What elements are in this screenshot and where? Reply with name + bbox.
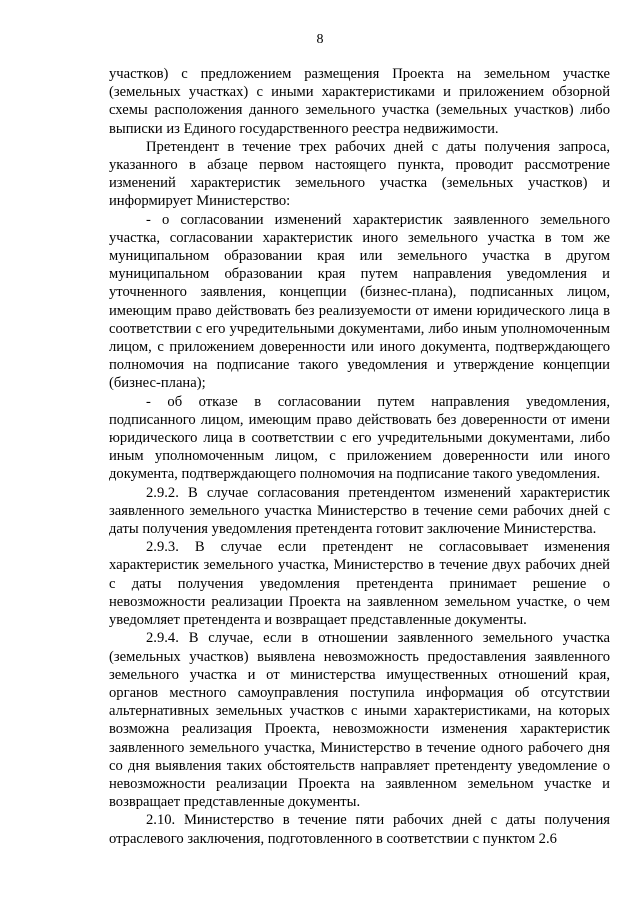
paragraph: Претендент в течение трех рабочих дней с даты получения запроса, указанного в абзаце первом настоящего пункта, проводит рассмотрение изменений характеристик земельного участка (земельных участков) и информирует Министерство:	[109, 138, 610, 210]
paragraph: 2.9.4. В случае, если в отношении заявленного земельного участка (земельных участков) выявлена невозможность предоставления заявленного земельного участка и от министерства имущественных отношений края, органов местного самоуправления поступила информация об отсутствии альтернативных земельных участков с иными характеристиками, на которых возможна реализация Проекта, невозможности изменения характеристик заявленного земельного участка, Министерство в течение одного рабочего дня со дня выявления таких обстоятельств направляет претенденту уведомление о невозможности реализации Проекта на заявленном земельном участке и возвращает представленные документы.	[109, 630, 610, 811]
list-item: - об отказе в согласовании путем направления уведомления, подписанного лицом, имеющим право действовать без доверенности от имени юридического лица в соответствии с его учредительными документами, либо иным уполномоченным лицом, с приложением доверенности или иного документа, подтверждающего полномочия на подписание такого уведомления.	[109, 393, 610, 483]
paragraph: 2.9.2. В случае согласования претендентом изменений характеристик заявленного земельного участка Министерство в течение семи рабочих дней с даты получения уведомления претендента готовит заключение Министерства.	[109, 484, 610, 538]
paragraph: участков) с предложением размещения Проекта на земельном участке (земельных участках) с иными характеристиками и приложением обзорной схемы расположения данного земельного участка (земельных участков) либо выписки из Единого государственного реестра недвижимости.	[109, 66, 610, 137]
document-body	[109, 65, 610, 848]
page-number: 8	[316, 32, 324, 47]
list-item: - о согласовании изменений характеристик заявленного земельного участка, согласовании характеристик иного земельного участка в том же муниципальном образовании края или земельного участка в другом муниципальном образовании края путем направления уведомления и уточненного заявления, концепции (бизнес-плана), подписанных лицом, имеющим право действовать без реализуемости от имени юридического лица в соответствии с его учредительными документами, либо иным уполномоченным лицом, с приложением доверенности или иного документа, подтверждающего полномочия на подписание такого уведомления и утверждение концепции (бизнес-плана);	[109, 211, 610, 392]
paragraph: 2.10. Министерство в течение пяти рабочих дней с даты получения отраслевого заключения, подготовленного в соответствии с пунктом 2.6	[109, 812, 610, 847]
paragraph: 2.9.3. В случае если претендент не согласовывает изменения характеристик земельного участка, Министерство в течение двух рабочих дней с даты получения уведомления претендента принимает решение о невозможности реализации Проекта на заявленном земельном участке, о чем уведомляет претендента и возвращает представленные документы.	[109, 539, 610, 629]
